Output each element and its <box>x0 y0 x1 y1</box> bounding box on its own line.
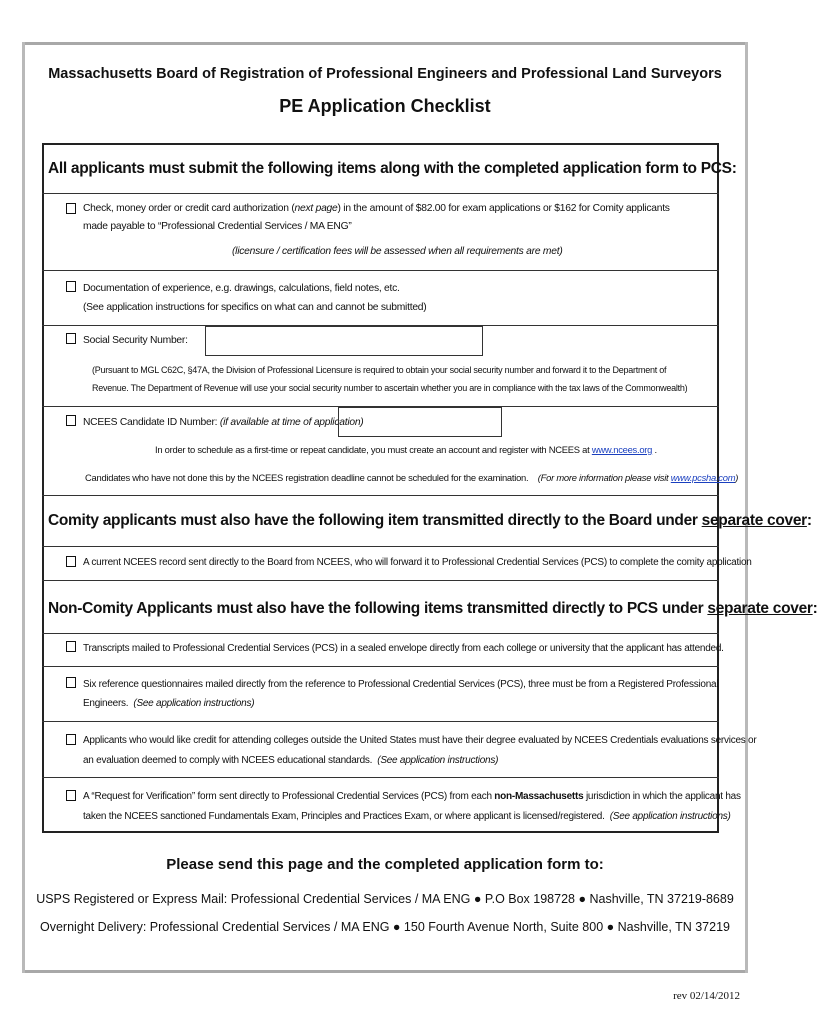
foreign-degree-line-1: Applicants who would like credit for attending colleges outside the United States must have their degree evaluated by NCEES Credentials evaluations services or <box>83 735 757 746</box>
references-checkbox[interactable] <box>66 677 76 688</box>
ssn-input[interactable] <box>205 326 483 356</box>
ncees-deadline-note: Candidates who have not done this by the NCEES registration deadline cannot be scheduled for the examination. (For more information please visit www.pcsha.com) <box>85 472 739 483</box>
ncees-label: NCEES Candidate ID Number: (if available at time of application) <box>83 417 364 428</box>
usps-address: USPS Registered or Express Mail: Professional Credential Services / MA ENG ● P.O Box 198728 ● Nashville, TN 37219-8689 <box>36 892 734 906</box>
divider <box>42 666 719 667</box>
ssn-note-line-1: (Pursuant to MGL C62C, §47A, the Division of Professional Licensure is required to obtain your social security number and forward it to the Department of <box>92 365 667 375</box>
payment-line-2: made payable to “Professional Credential Services / MA ENG” <box>83 221 352 232</box>
payment-fee-note: (licensure / certification fees will be assessed when all requirements are met) <box>232 246 563 257</box>
references-line-2: Engineers. (See application instructions) <box>83 698 255 709</box>
non-comity-heading: Non-Comity Applicants must also have the following items transmitted directly to PCS under separate cover: <box>48 600 818 617</box>
page-frame-right <box>745 42 748 973</box>
comity-ncees-record-checkbox[interactable] <box>66 556 76 567</box>
page-frame-top <box>22 42 748 45</box>
experience-line-1: Documentation of experience, e.g. drawings, calculations, field notes, etc. <box>83 283 400 294</box>
divider <box>42 495 719 496</box>
send-instructions-heading: Please send this page and the completed application form to: <box>166 856 604 873</box>
verification-line-2: taken the NCEES sanctioned Fundamentals Exam, Principles and Practices Exam, or where applicant is licensed/registered. (See application instructions) <box>83 811 731 822</box>
page-frame-left <box>22 42 25 973</box>
comity-heading: Comity applicants must also have the following item transmitted directly to the Board under separate cover: <box>48 512 812 529</box>
verification-line-1: A “Request for Verification” form sent directly to Professional Credential Services (PCS) from each non-Massachusetts jurisdiction in which the applicant has <box>83 791 741 802</box>
all-applicants-heading: All applicants must submit the following items along with the completed application form to PCS: <box>48 160 737 177</box>
comity-ncees-record-text: A current NCEES record sent directly to the Board from NCEES, who will forward it to Professional Credential Services (PCS) to complete the comity application <box>83 557 752 568</box>
ssn-checkbox[interactable] <box>66 333 76 344</box>
ncees-checkbox[interactable] <box>66 415 76 426</box>
ssn-note-line-2: Revenue. The Department of Revenue will use your social security number to ascertain whether you are in compliance with the tax laws of the Commonwealth) <box>92 383 688 393</box>
pcsha-link[interactable]: www.pcsha.com <box>670 472 736 483</box>
divider <box>42 580 719 581</box>
ncees-link[interactable]: www.ncees.org <box>591 444 653 455</box>
revision-date: rev 02/14/2012 <box>673 990 740 1002</box>
divider <box>42 633 719 634</box>
transcripts-text: Transcripts mailed to Professional Credential Services (PCS) in a sealed envelope directly from each college or university that the applicant has attended. <box>83 643 724 654</box>
divider <box>42 721 719 722</box>
page-title: PE Application Checklist <box>279 96 491 116</box>
ssn-label: Social Security Number: <box>83 335 188 346</box>
overnight-address: Overnight Delivery: Professional Credential Services / MA ENG ● 150 Fourth Avenue North, Suite 800 ● Nashville, TN 37219 <box>40 920 730 934</box>
divider <box>42 546 719 547</box>
board-name: Massachusetts Board of Registration of Professional Engineers and Professional Land Surveyors <box>48 66 722 82</box>
foreign-degree-line-2: an evaluation deemed to comply with NCEES educational standards. (See application instructions) <box>83 755 499 766</box>
divider <box>42 193 719 194</box>
payment-checkbox[interactable] <box>66 203 76 214</box>
divider <box>42 270 719 271</box>
divider <box>42 777 719 778</box>
experience-line-2: (See application instructions for specifics on what can and cannot be submitted) <box>83 302 427 313</box>
foreign-degree-checkbox[interactable] <box>66 734 76 745</box>
ncees-id-input[interactable] <box>338 407 502 437</box>
verification-checkbox[interactable] <box>66 790 76 801</box>
page-frame-bottom <box>22 970 748 973</box>
experience-checkbox[interactable] <box>66 281 76 292</box>
payment-line-1: Check, money order or credit card authorization (next page) in the amount of $82.00 for exam applications or $162 for Comity applicants <box>83 203 670 214</box>
references-line-1: Six reference questionnaires mailed directly from the reference to Professional Credential Services (PCS), three must be from a Registered Professional <box>83 679 719 690</box>
ncees-register-note: In order to schedule as a first-time or repeat candidate, you must create an account and register with NCEES at www.ncees.org . <box>155 444 657 455</box>
transcripts-checkbox[interactable] <box>66 641 76 652</box>
